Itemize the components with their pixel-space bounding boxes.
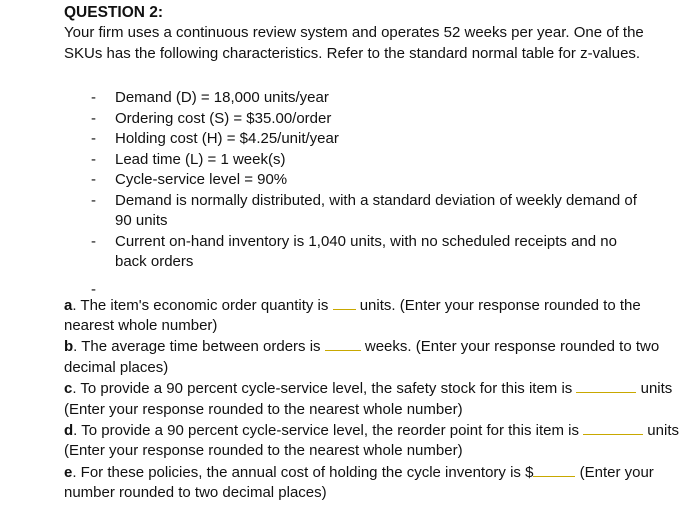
list-item-text: Cycle-service level = 90%	[115, 171, 288, 188]
question-a	[64, 295, 684, 337]
list-item-text: Demand (D) = 18,000 units/year	[115, 89, 329, 106]
question-e	[64, 462, 684, 504]
empty-list-item	[64, 275, 684, 298]
answer-blank-time-between-orders[interactable]	[325, 336, 361, 351]
question-intro: Your firm uses a continuous review system and operates 52 weeks per year. One of the SKUs has the following characteristics. Refer to the standard normal table for z-values.	[64, 24, 644, 62]
list-item-text: Current on-hand inventory is 1,040 units, with no scheduled receipts and no back orders	[115, 232, 617, 270]
answer-blank-eoq[interactable]	[333, 295, 356, 310]
question-label: a	[64, 296, 73, 314]
question-b	[64, 336, 684, 378]
question-d	[64, 420, 684, 462]
question-label: b	[64, 338, 74, 356]
bullet-dash: -	[91, 232, 96, 250]
question-text: (Enter your number rounded to two decimal places)	[64, 463, 654, 502]
question-text: . For these policies, the annual cost of holding the cycle inventory is $	[72, 463, 534, 481]
list-item	[64, 191, 640, 232]
question-text: weeks. (Enter your response rounded to two decimal places)	[64, 338, 660, 376]
question-text: units (Enter your response rounded to the nearest whole number)	[64, 421, 679, 460]
question-page	[64, 0, 684, 504]
questions-block	[64, 295, 684, 504]
question-title: QUESTION 2:	[64, 4, 164, 21]
list-item	[64, 109, 640, 130]
question-text: units. (Enter your response rounded to the nearest whole number)	[64, 296, 641, 334]
list-item	[64, 150, 640, 171]
characteristics-list	[64, 88, 684, 273]
answer-blank-safety-stock[interactable]	[576, 378, 636, 393]
list-item	[64, 88, 640, 109]
question-label: e	[64, 463, 73, 481]
answer-blank-reorder-point[interactable]	[583, 420, 643, 435]
question-text: . To provide a 90 percent cycle-service level, the safety stock for this item is	[72, 380, 577, 398]
bullet-dash: -	[91, 280, 96, 298]
answer-blank-holding-cost[interactable]	[533, 462, 575, 477]
list-item	[64, 170, 640, 191]
bullet-dash: -	[91, 171, 96, 188]
question-text: units (Enter your response rounded to the nearest whole number)	[64, 380, 673, 418]
question-text: . The average time between orders is	[73, 338, 325, 356]
question-text: . To provide a 90 percent cycle-service level, the reorder point for this item is	[73, 421, 584, 439]
bullet-dash: -	[91, 191, 96, 209]
question-c	[64, 378, 684, 420]
list-item-text: Lead time (L) = 1 week(s)	[115, 150, 286, 168]
bullet-dash: -	[91, 109, 96, 127]
question-text: . The item's economic order quantity is	[72, 296, 333, 314]
bullet-dash: -	[91, 130, 96, 147]
list-item	[64, 129, 640, 150]
question-label: d	[64, 421, 74, 439]
bullet-dash: -	[91, 89, 96, 106]
bullet-dash: -	[91, 150, 96, 168]
list-item-text: Holding cost (H) = $4.25/unit/year	[115, 130, 339, 147]
list-item	[64, 232, 640, 273]
list-item-text: Ordering cost (S) = $35.00/order	[115, 109, 332, 127]
question-label: c	[64, 380, 73, 398]
list-item-text: Demand is normally distributed, with a standard deviation of weekly demand of 90 units	[115, 191, 637, 229]
